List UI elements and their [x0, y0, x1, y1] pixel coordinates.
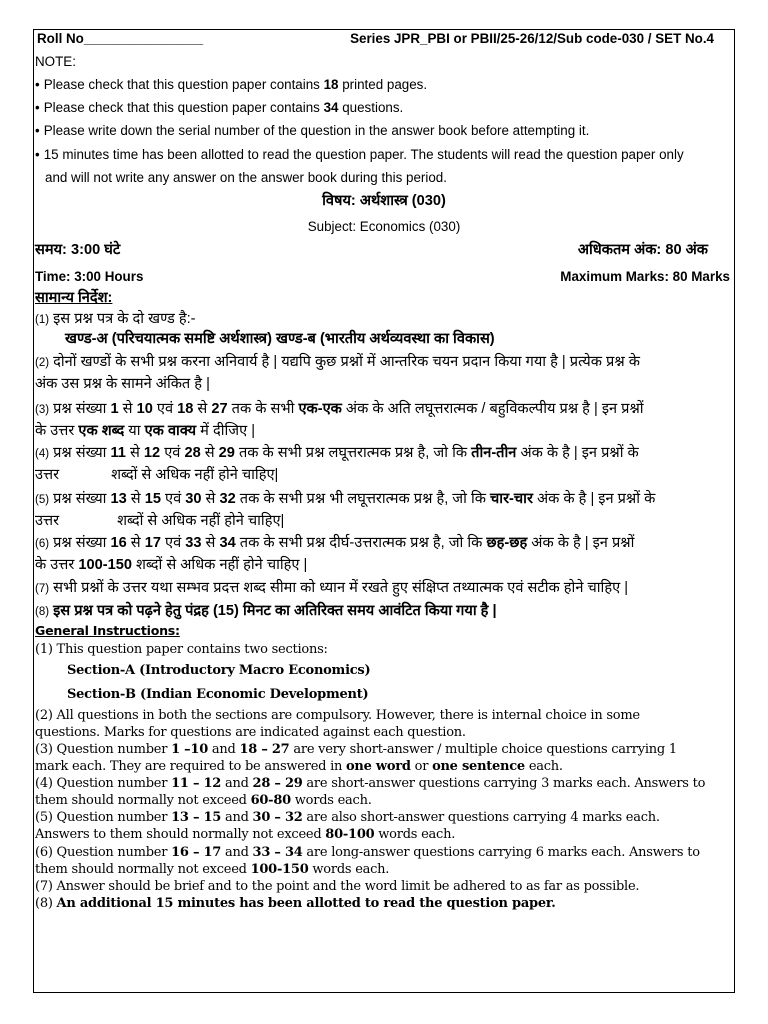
- hindi-instruction-2-continuation: अंक उस प्रश्न के सामने अंकित है |: [35, 376, 210, 392]
- hindi-instruction-6: (6) प्रश्न संख्या 16 से 17 एवं 33 से 34 तक के सभी प्रश्न दीर्घ-उत्तरात्मक प्रश्न है, जो कि छह-छह अंक के है | इन प्रश्नों: [35, 535, 635, 551]
- note-item-4: • 15 minutes time has been allotted to read the question paper. The students will read the question paper only: [35, 148, 684, 161]
- english-instruction-6: (6) Question number 16 – 17 and 33 – 34 are long-answer questions carrying 6 marks each. Answers to: [35, 845, 700, 860]
- time-english: Time: 3:00 Hours: [35, 269, 144, 284]
- section-a: Section-A (Introductory Macro Economics): [67, 663, 371, 678]
- series-code: Series JPR_PBI or PBII/25-26/12/Sub code-030 / SET No.4: [350, 31, 714, 46]
- general-instructions-heading: General Instructions:: [35, 623, 180, 638]
- note-item-2: • Please check that this question paper contains 34 questions.: [35, 101, 403, 114]
- english-instruction-8: (8) An additional 15 minutes has been allotted to read the question paper.: [35, 896, 556, 911]
- max-marks-english: Maximum Marks: 80 Marks: [560, 269, 730, 284]
- hindi-instruction-2: (2) दोनों खण्डों के सभी प्रश्न करना अनिवार्य है | यद्यपि कुछ प्रश्नों में आन्तरिक चयन प्रदान किया गया है | प्रत्येक प्रश्न के: [35, 354, 640, 370]
- note-item-1: • Please check that this question paper contains 18 printed pages.: [35, 78, 427, 91]
- hindi-instruction-3-continuation: के उत्तर एक शब्द या एक वाक्य में दीजिए |: [35, 423, 255, 439]
- hindi-instructions-heading: सामान्य निर्देश:: [35, 290, 113, 306]
- subject-hindi: विषय: अर्थशास्त्र (030): [322, 193, 446, 209]
- hindi-instruction-7: (7) सभी प्रश्नों के उत्तर यथा सम्भव प्रदत्त शब्द सीमा को ध्यान में रखते हुए संक्षिप्त तथ्यात्मक एवं सटीक होने चाहिए |: [35, 580, 628, 596]
- hindi-instruction-5: (5) प्रश्न संख्या 13 से 15 एवं 30 से 32 तक के सभी प्रश्न भी लघूत्तरात्मक प्रश्न है, जो कि चार-चार अंक के है | इन प्रश्नों के: [35, 491, 656, 507]
- roll-number: Roll No________________: [37, 31, 204, 46]
- hindi-instruction-6-continuation: के उत्तर 100-150 शब्दों से अधिक नहीं होने चाहिए |: [35, 557, 308, 573]
- hindi-instruction-5-continuation: उत्तर शब्दों से अधिक नहीं होने चाहिए|: [35, 513, 285, 529]
- english-instruction-2: (2) All questions in both the sections are compulsory. However, there is internal choice in some: [35, 708, 640, 723]
- hindi-instruction-1: (1) इस प्रश्न पत्र के दो खण्ड है:-: [35, 311, 196, 327]
- hindi-sections: खण्ड-अ (परिचयात्मक समष्टि अर्थशास्त्र) खण्ड-ब (भारतीय अर्थव्यवस्था का विकास): [65, 331, 495, 347]
- english-instruction-5: (5) Question number 13 – 15 and 30 – 32 are also short-answer questions carrying 4 marks each.: [35, 810, 660, 825]
- note-item-4-continuation: and will not write any answer on the answer book during this period.: [45, 170, 447, 185]
- note-item-3: • Please write down the serial number of the question in the answer book before attempting it.: [35, 124, 589, 137]
- english-instruction-3-continuation: mark each. They are required to be answered in one word or one sentence each.: [35, 759, 563, 774]
- hindi-instruction-8: (8) इस प्रश्न पत्र को पढ़ने हेतु पंद्रह (15) मिनट का अतिरिक्त समय आवंटित किया गया है |: [35, 603, 497, 619]
- section-b: Section-B (Indian Economic Development): [67, 687, 369, 702]
- time-hindi: समय: 3:00 घंटे: [35, 242, 121, 258]
- hindi-instruction-4-continuation: उत्तर शब्दों से अधिक नहीं होने चाहिए|: [35, 467, 279, 483]
- english-instruction-6-continuation: them should normally not exceed 100-150 words each.: [35, 862, 390, 877]
- english-instruction-4-continuation: them should normally not exceed 60-80 words each.: [35, 793, 372, 808]
- note-title: NOTE:: [35, 54, 76, 69]
- english-instruction-7: (7) Answer should be brief and to the point and the word limit be adhered to as far as possible.: [35, 879, 640, 894]
- english-instruction-3: (3) Question number 1 –10 and 18 – 27 are very short-answer / multiple choice questions carrying 1: [35, 742, 677, 757]
- english-instruction-4: (4) Question number 11 – 12 and 28 – 29 are short-answer questions carrying 3 marks each. Answers to: [35, 776, 706, 791]
- subject-english: Subject: Economics (030): [307, 219, 461, 234]
- english-instruction-1: (1) This question paper contains two sections:: [35, 642, 328, 657]
- hindi-instruction-3: (3) प्रश्न संख्या 1 से 10 एवं 18 से 27 तक के सभी एक-एक अंक के अति लघूत्तरात्मक / बहुविकल्पीय प्रश्न है | इन प्रश्नों: [35, 401, 644, 417]
- max-marks-hindi: अधिकतम अंक: 80 अंक: [577, 242, 708, 258]
- english-instruction-2-continuation: questions. Marks for questions are indicated against each question.: [35, 725, 466, 740]
- english-instruction-5-continuation: Answers to them should normally not exceed 80-100 words each.: [35, 827, 456, 842]
- hindi-instruction-4: (4) प्रश्न संख्या 11 से 12 एवं 28 से 29 तक के सभी प्रश्न लघूत्तरात्मक प्रश्न है, जो कि तीन-तीन अंक के है | इन प्रश्नों के: [35, 445, 639, 461]
